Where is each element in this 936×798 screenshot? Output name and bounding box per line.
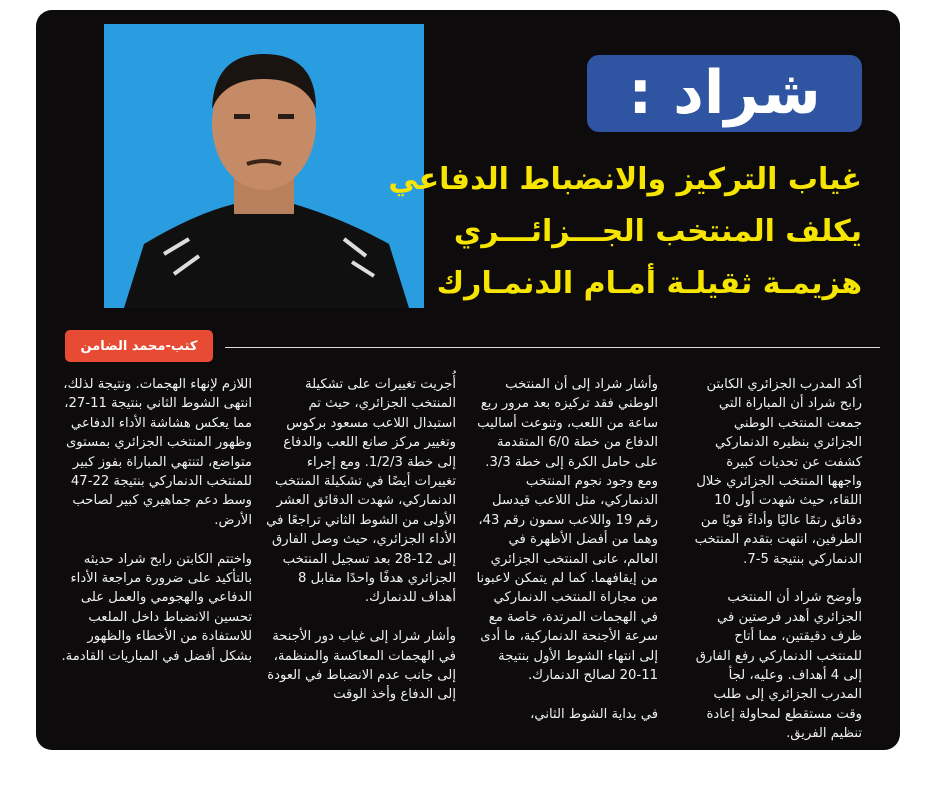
speaker-name: شراد : bbox=[628, 58, 821, 128]
paragraph: أُجريت تغييرات على تشكيلة المنتخب الجزائري، حيث تم استبدال اللاعب مسعود بركوس وتغيير مركز صانع اللعب والدفاع إلى خطة 1/2/3. ومع إجراء تغييرات أيضًا في تشكيلة المنتخب الدنماركي، شهدت الدقائق العشر الأولى من الشوط الثاني تراجعًا في الأداء الجزائري، حيث وصل الفارق إلى 12-28 بعد تسجيل المنتخب الجزائري هدفًا واحدًا مقابل 8 أهداف للدنمارك. bbox=[266, 377, 456, 606]
article-column-1 bbox=[688, 375, 862, 763]
byline-badge: كتب-محمد الضامن bbox=[65, 330, 213, 362]
headline-line-1: غياب التركيز والانضباط الدفاعي bbox=[388, 162, 862, 197]
coach-photo bbox=[104, 24, 424, 308]
article-column-4 bbox=[60, 375, 252, 685]
article-column-2 bbox=[474, 375, 658, 744]
paragraph: في بداية الشوط الثاني، bbox=[530, 706, 658, 722]
paragraph: واختتم الكابتن رابح شراد حديثه بالتأكيد على ضرورة مراجعة الأداء الدفاعي والهجومي والعمل على تحسين الانضباط داخل الملعب للاستفادة من الأخطاء والظهور بشكل أفضل في المباريات القادمة. bbox=[61, 551, 252, 664]
paragraph: وأشار شراد إلى أن المنتخب الوطني فقد تركيزه بعد مرور ربع ساعة من اللعب، وتنوعت أساليب الدفاع من خطة 6/0 المتقدمة على حامل الكرة إلى خطة 3/3. ومع وجود نجوم المنتخب الدنماركي، مثل اللاعب قيدسل رقم 19 واللاعب سمون رقم 43، وهما من أفضل الأظهرة في العالم، عانى المنتخب الجزائري من إيقافهما. كما لم يتمكن لاعبونا من مجاراة المنتخب الدنماركي في الهجمات المرتدة، خاصة مع سرعة الأجنحة الدنماركية، ما أدى إلى انتهاء الشوط الأول بنتيجة 11-20 لصالح الدنمارك. bbox=[476, 377, 658, 684]
person-portrait-icon bbox=[104, 24, 424, 308]
speaker-name-box bbox=[587, 55, 862, 132]
headline-line-3: هزيمـة ثقيلـة أمـام الدنمـارك bbox=[436, 266, 862, 301]
paragraph: أكد المدرب الجزائري الكابتن رابح شراد أن المباراة التي جمعت المنتخب الوطني الجزائري بنظيره الدنماركي كشفت عن تحديات كبيرة واجهها المنتخب الجزائري خلال اللقاء، حيث شهدت أول 10 دقائق رتمًا عاليًا وأداءً قويًا من الطرفين، انتهت بتقدم المنتخب الدنماركي بنتيجة 5-7. bbox=[694, 377, 862, 567]
headline-line-2: يكلف المنتخب الجـــزائـــري bbox=[453, 214, 862, 249]
divider-line bbox=[225, 347, 880, 348]
article-column-3 bbox=[266, 375, 456, 724]
paragraph: وأشار شراد إلى غياب دور الأجنحة في الهجمات المعاكسة والمنظمة، إلى جانب عدم الانضباط في العودة إلى الدفاع وأخذ الوقت bbox=[267, 629, 456, 703]
paragraph: اللازم لإنهاء الهجمات. ونتيجة لذلك، انتهى الشوط الثاني بنتيجة 11-27، مما يعكس هشاشة الأداء الدفاعي وظهور المنتخب الجزائري بمستوى متواضع، لتنتهي المباراة بفوز كبير للمنتخب الدنماركي بنتيجة 22-47 وسط دعم جماهيري كبير لصاحب الأرض. bbox=[63, 377, 252, 528]
paragraph: وأوضح شراد أن المنتخب الجزائري أهدر فرصتين في ظرف دقيقتين، مما أتاح للمنتخب الدنماركي رفع الفارق إلى 4 أهداف. وعليه، لجأ المدرب الجزائري إلى طلب وقت مستقطع لمحاولة إعادة تنظيم الفريق. bbox=[695, 590, 862, 742]
